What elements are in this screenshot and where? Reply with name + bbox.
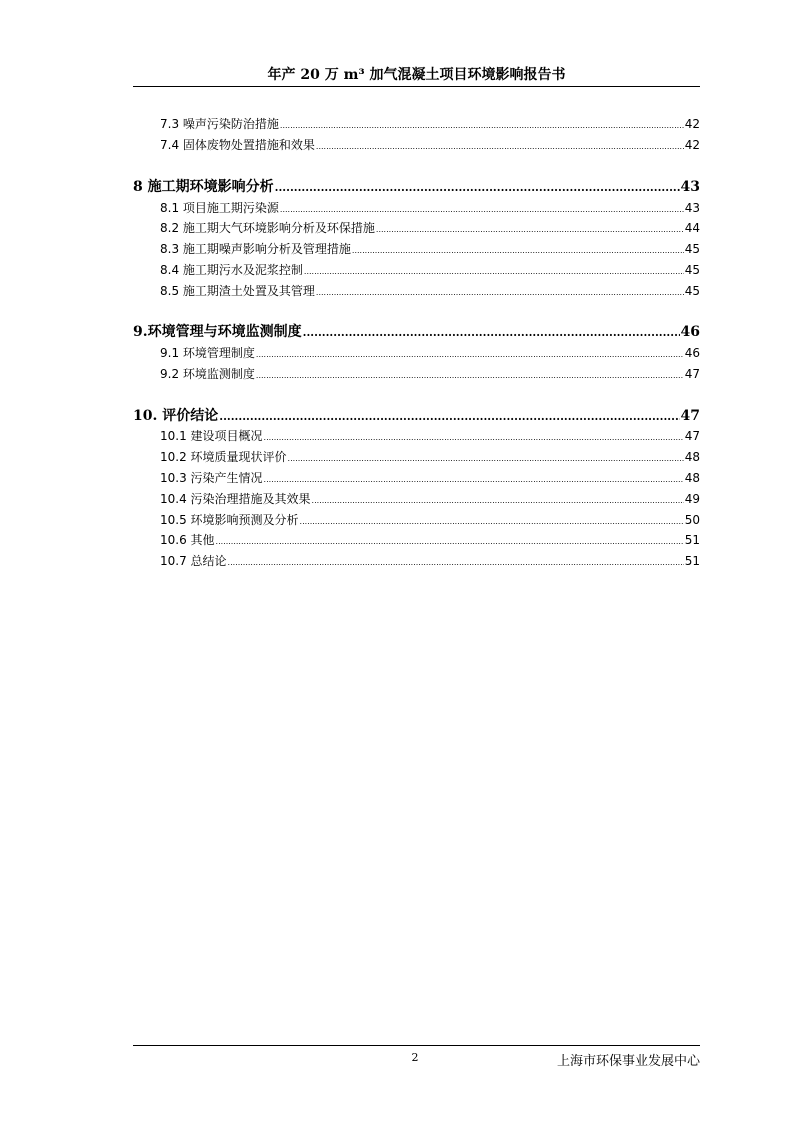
toc-entry-10-1[interactable] [133,428,700,446]
toc-entry-8-1[interactable] [133,200,700,218]
toc-leader-dots [303,323,680,342]
toc-entry-label: 8.5 施工期渣土处置及其管理 [160,284,315,298]
toc-chapter-8[interactable] [133,178,700,197]
toc-entry-8-3[interactable] [133,241,700,259]
toc-entry-label: 10.7 总结论 [160,554,227,568]
toc-page-number: 49 [684,492,700,506]
toc-entry-label: 10.2 环境质量现状评价 [160,450,287,464]
toc-page-number: 48 [684,450,700,464]
toc-leader-dots [264,428,684,446]
toc-entry-7-3[interactable] [133,116,700,134]
footer-page-number: 2 [411,1051,419,1064]
toc-leader-dots [280,200,684,218]
toc-leader-dots [304,262,684,280]
toc-page-number: 43 [680,179,700,195]
toc-leader-dots [219,407,679,426]
toc-leader-dots [316,283,684,301]
toc-entry-9-1[interactable] [133,345,700,363]
toc-entry-label: 10.1 建设项目概况 [160,429,263,443]
toc-entry-10-5[interactable] [133,512,700,530]
toc-page-number: 51 [684,554,700,568]
toc-chapter-label: 8 施工期环境影响分析 [133,179,274,195]
toc-entry-label: 10.4 污染治理措施及其效果 [160,492,311,506]
toc-entry-label: 7.4 固体废物处置措施和效果 [160,138,315,152]
toc-leader-dots [376,220,684,238]
toc-page-number: 47 [680,408,700,424]
toc-entry-label: 9.2 环境监测制度 [160,367,255,381]
toc-page-number: 47 [684,429,700,443]
toc-leader-dots [280,116,684,134]
toc-entry-8-2[interactable] [133,220,700,238]
toc-entry-8-4[interactable] [133,262,700,280]
toc-chapter-label: 9.环境管理与环境监测制度 [133,324,302,340]
toc-page-number: 43 [684,201,700,215]
toc-entry-10-6[interactable] [133,532,700,550]
toc-page-number: 45 [684,242,700,256]
toc-page-number: 44 [684,221,700,235]
toc-entry-label: 10.5 环境影响预测及分析 [160,513,299,527]
toc-entry-10-7[interactable] [133,553,700,571]
toc-leader-dots [256,366,684,384]
toc-page-number: 42 [684,117,700,131]
toc-page-number: 51 [684,533,700,547]
toc-leader-dots [275,178,680,197]
toc-entry-7-4[interactable] [133,137,700,155]
footer-organization: 上海市环保事业发展中心 [556,1054,700,1069]
toc-leader-dots [288,449,684,467]
toc-entry-label: 8.1 项目施工期污染源 [160,201,279,215]
toc-leader-dots [256,345,684,363]
toc-leader-dots [312,491,684,509]
toc-page-number: 45 [684,263,700,277]
toc-entry-10-4[interactable] [133,491,700,509]
page-header-title: 年产 20 万 m³ 加气混凝土项目环境影响报告书 [267,67,566,83]
toc-entry-8-5[interactable] [133,283,700,301]
toc-page-number: 45 [684,284,700,298]
toc-entry-label: 8.3 施工期噪声影响分析及管理措施 [160,242,351,256]
header-rule [133,86,700,87]
toc-chapter-label: 10. 评价结论 [133,408,219,424]
toc-entry-label: 8.4 施工期污水及泥浆控制 [160,263,303,277]
toc-leader-dots [216,532,684,550]
toc-page-number: 48 [684,471,700,485]
toc-entry-label: 10.3 污染产生情况 [160,471,263,485]
toc-entry-label: 8.2 施工期大气环境影响分析及环保措施 [160,221,375,235]
toc-leader-dots [264,470,684,488]
toc-page-number: 46 [680,324,700,340]
toc-chapter-9[interactable] [133,323,700,342]
toc-page-number: 46 [684,346,700,360]
toc-entry-label: 7.3 噪声污染防治措施 [160,117,279,131]
toc-page-number: 50 [684,513,700,527]
toc-entry-label: 10.6 其他 [160,533,215,547]
toc-leader-dots [300,512,684,530]
toc-chapter-10[interactable] [133,407,700,426]
toc-page-number: 42 [684,138,700,152]
toc-leader-dots [228,553,684,571]
footer-rule [133,1045,700,1046]
toc-leader-dots [352,241,684,259]
toc-leader-dots [316,137,684,155]
toc-entry-10-3[interactable] [133,470,700,488]
toc-entry-label: 9.1 环境管理制度 [160,346,255,360]
toc-page-number: 47 [684,367,700,381]
toc-entry-9-2[interactable] [133,366,700,384]
toc-entry-10-2[interactable] [133,449,700,467]
